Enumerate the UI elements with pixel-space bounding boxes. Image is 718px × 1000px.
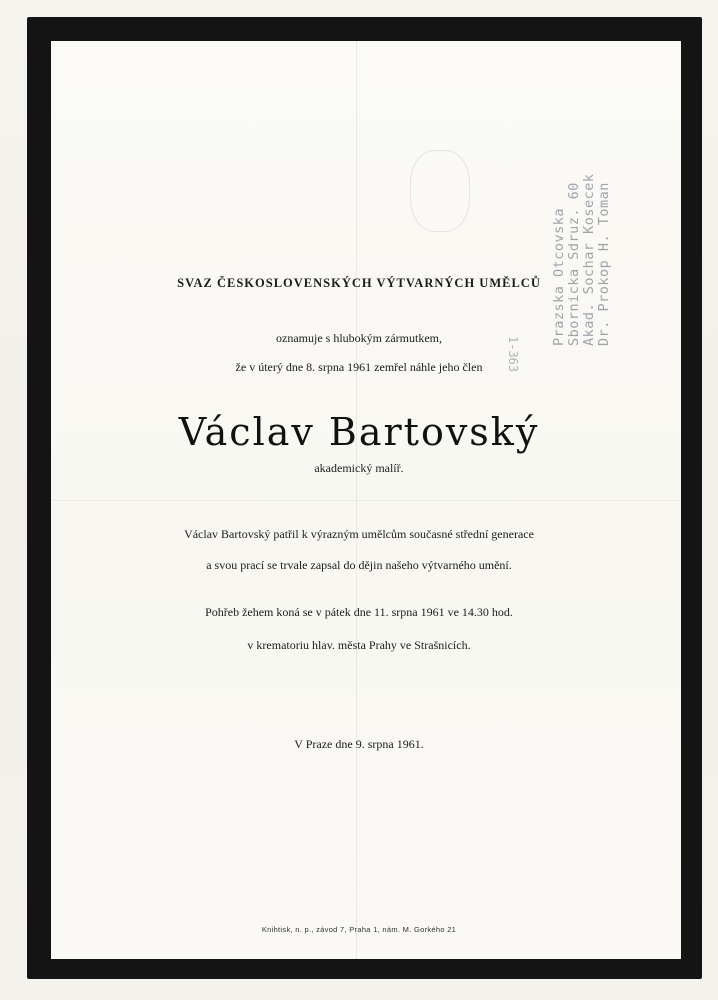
horizontal-fold-line (51, 500, 681, 501)
organization-heading: SVAZ ČESKOSLOVENSKÝCH VÝTVARNÝCH UMĚLCŮ (177, 276, 541, 290)
deceased-profession: akademický malíř. (314, 461, 404, 475)
faded-round-stamp (410, 150, 470, 232)
deceased-name: Václav Bartovský (178, 410, 540, 454)
stamp-line: Akad. Sochar Kosecek (581, 173, 597, 346)
tribute-line-1: Václav Bartovský patřil k výrazným umělcům současné střední generace (184, 527, 534, 541)
stamp-line: Prazska Otcovska (551, 207, 567, 346)
printer-imprint: Knihtisk, n. p., závod 7, Praha 1, nám. M. Gorkého 21 (261, 925, 457, 934)
funeral-line-1: Pohřeb žehem koná se v pátek dne 11. srpna 1961 ve 14.30 hod. (205, 605, 513, 619)
tribute-line-2: a svou prací se trvale zapsal do dějin našeho výtvarného umění. (206, 558, 512, 572)
place-and-date: V Praze dne 9. srpna 1961. (294, 737, 424, 751)
announce-line-2: že v úterý dne 8. srpna 1961 zemřel náhle jeho člen (235, 360, 483, 374)
funeral-line-2: v krematoriu hlav. města Prahy ve Strašnicích. (247, 638, 471, 652)
stamp-line: Dr. Prokop H. Toman (596, 182, 612, 346)
stamp-line: Sbornicka Sdruz. 60 (566, 182, 582, 346)
stamp-number: 1-363 (506, 336, 520, 373)
announce-line-1: oznamuje s hlubokým zármutkem, (276, 331, 442, 345)
